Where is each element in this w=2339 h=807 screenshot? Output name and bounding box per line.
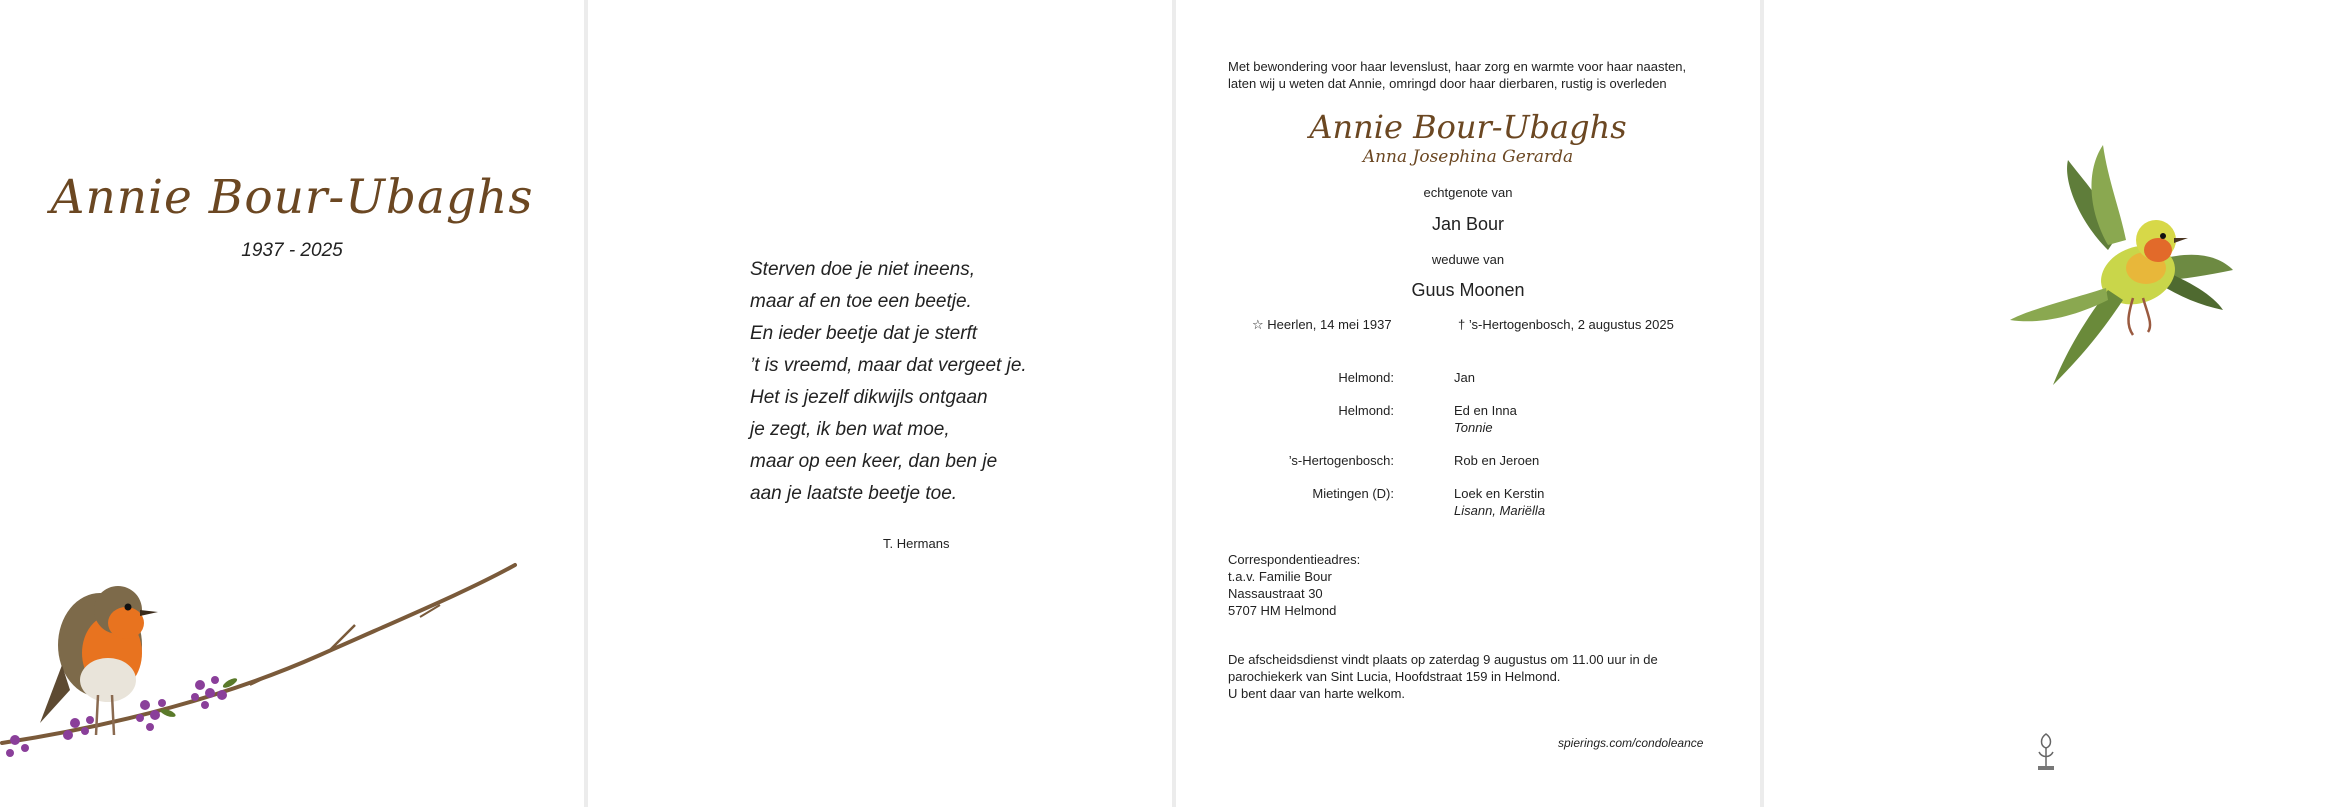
poem-author: T. Hermans [883,536,950,551]
family-place: ’s-Hertogenbosch: [1288,453,1394,468]
service-line: parochiekerk van Sint Lucia, Hoofdstraat 159 in Helmond. [1228,669,1561,684]
poem [750,254,1027,510]
family-grandchildren: Lisann, Mariëlla [1454,503,1546,518]
condolence-link[interactable]: spierings.com/condoleance [1558,736,1704,750]
service-info [1228,651,1658,702]
address-line: t.a.v. Familie Bour [1228,569,1332,584]
former-spouse-name: Guus Moonen [1411,280,1525,300]
family-names: Loek en Kerstin [1454,486,1545,501]
announcement-panel [1176,0,1760,807]
cover-years: 1937 - 2025 [241,240,343,261]
back-panel [1764,0,2339,807]
deceased-full-name: Anna Josephina Gerarda [1362,147,1574,167]
family-names: Rob en Jeroen [1454,453,1540,468]
family-place: Helmond: [1338,370,1394,385]
address-line: Correspondentieadres: [1228,552,1361,567]
intro-line: Met bewondering voor haar levenslust, haar zorg en warmte voor haar naasten, [1228,59,1687,74]
family-place: Mietingen (D): [1312,486,1394,501]
spouse-name: Jan Bour [1431,214,1505,234]
service-line: U bent daar van harte welkom. [1228,686,1406,701]
poem-line: Sterven doe je niet ineens, [750,259,975,280]
poem-panel [588,0,1172,807]
cover-panel [0,0,584,807]
death-info: † ’s-Hertogenbosch, 2 augustus 2025 [1458,317,1674,332]
poem-line: maar op een keer, dan ben je [750,451,998,472]
family-grandchildren: Tonnie [1454,420,1493,435]
poem-line: aan je laatste beetje toe. [750,483,958,504]
address-line: 5707 HM Helmond [1228,603,1337,618]
poem-line: En ieder beetje dat je sterft [750,323,978,344]
relation-label: weduwe van [1431,252,1505,267]
intro-text [1228,58,1728,92]
birth-info: ☆ Heerlen, 14 mei 1937 [1252,317,1392,332]
poem-line: Het is jezelf dikwijls ontgaan [750,387,988,408]
poem-line: ’t is vreemd, maar dat vergeet je. [750,355,1027,376]
cover-name: Annie Bour-Ubaghs [50,170,534,225]
service-line: De afscheidsdienst vindt plaats op zaterdag 9 augustus om 11.00 uur in de [1228,652,1658,667]
poem-line: maar af en toe een beetje. [750,291,972,312]
flying-bird-illustration-icon [2008,140,2238,390]
deceased-name: Annie Bour-Ubaghs [1309,108,1627,146]
address-line: Nassaustraat 30 [1228,586,1323,601]
family-place: Helmond: [1338,403,1394,418]
funeral-home-logo-icon [2034,732,2058,772]
intro-line: laten wij u weten dat Annie, omringd door haar dierbaren, rustig is overleden [1228,76,1667,91]
family-names: Jan [1454,370,1475,385]
family-names: Ed en Inna [1454,403,1517,418]
relation-label: echtgenote van [1423,185,1513,200]
correspondence-address [1228,551,1360,619]
poem-line: je zegt, ik ben wat moe, [750,419,950,440]
robin-illustration-icon [0,555,520,770]
